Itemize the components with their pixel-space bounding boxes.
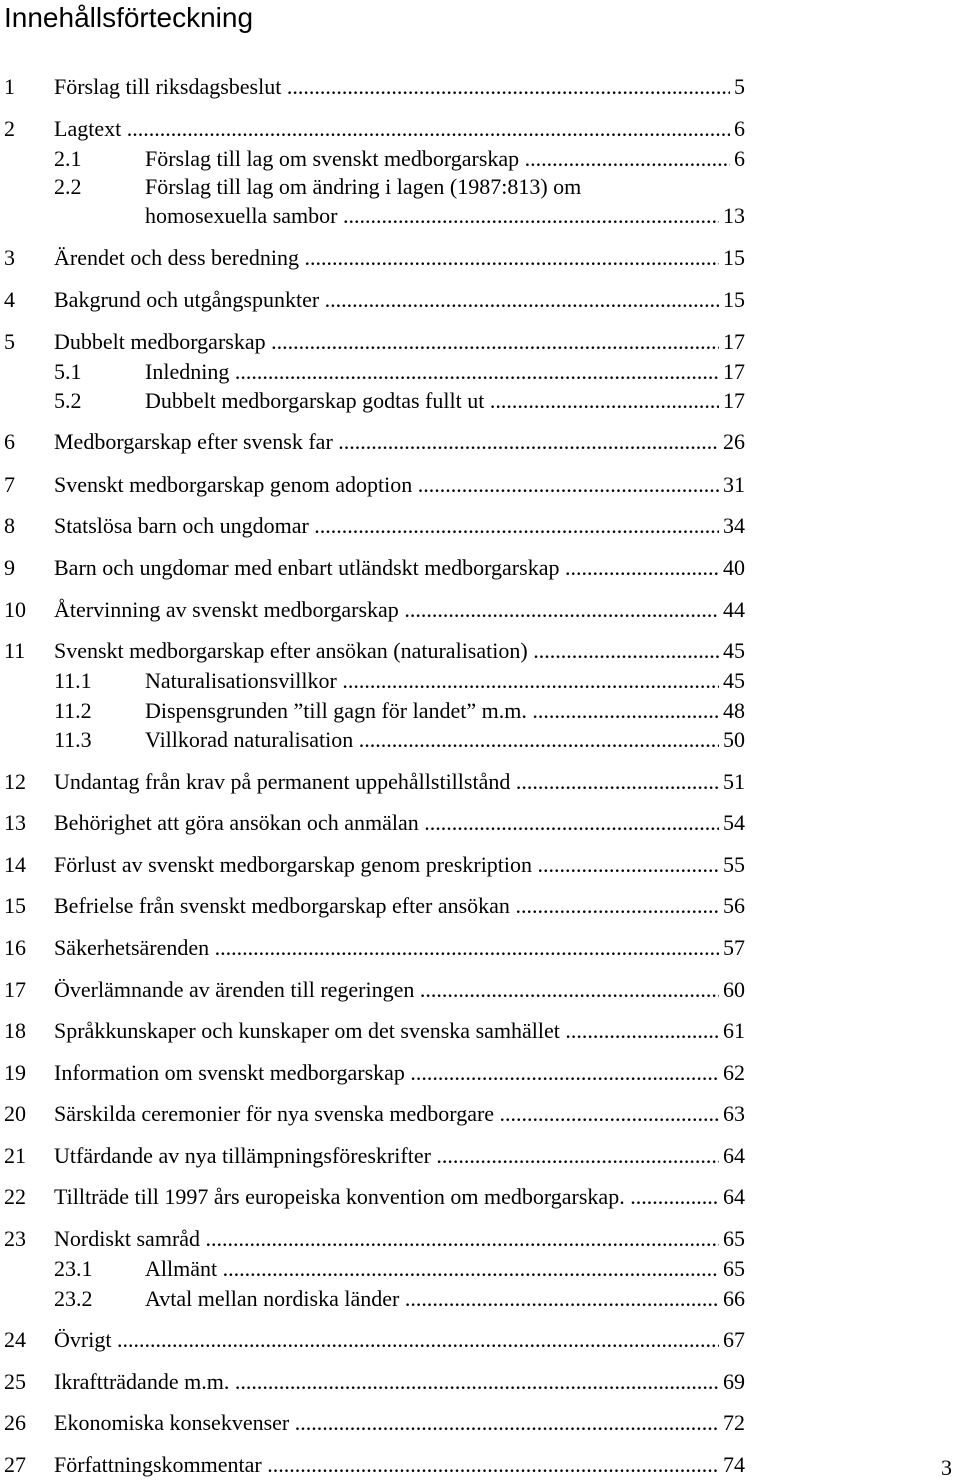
toc-entry-title: [54, 327, 745, 357]
toc-entry[interactable]: [4, 1141, 745, 1171]
toc-entry-page: 51: [719, 767, 745, 797]
toc-entry[interactable]: [4, 1182, 745, 1212]
toc-entry-number: 8: [4, 513, 15, 538]
toc-entry[interactable]: [54, 1284, 745, 1314]
toc-entry[interactable]: [4, 1058, 745, 1088]
toc-entry-page: 13: [719, 201, 745, 231]
toc-entry-number: 1: [4, 74, 15, 99]
toc-entry-page: 72: [719, 1408, 745, 1438]
toc-entry-title: [54, 1224, 745, 1254]
toc-entry-number: 9: [4, 555, 15, 580]
toc-entry-title: [145, 666, 745, 696]
toc-entry-title: [54, 1367, 745, 1397]
toc-entry-page: 26: [719, 427, 745, 457]
toc-entry[interactable]: [4, 285, 745, 315]
toc-entry-page: 45: [719, 666, 745, 696]
toc-entry-page: 65: [719, 1254, 745, 1284]
toc-entry-title-text: Behörighet att göra ansökan och anmälan: [54, 810, 419, 835]
toc-entry[interactable]: [4, 1408, 745, 1438]
toc-entry-title-text: Säkerhetsärenden: [54, 935, 210, 960]
toc-entry-title: [54, 808, 745, 838]
toc-entry-title: [54, 243, 745, 273]
toc-entry-title: [145, 144, 745, 174]
toc-entry-title: Förslag till lag om ändring i lagen (1987:813) om: [145, 174, 582, 199]
toc-entry-title: [54, 850, 745, 880]
toc-entry-title: [54, 114, 745, 144]
toc-entry-number: 11.3: [54, 727, 92, 752]
toc-entry-number: 6: [4, 429, 15, 454]
toc-entry-title-text: Avtal mellan nordiska länder: [145, 1286, 400, 1311]
toc-entry-page: 34: [719, 511, 745, 541]
toc-entry-title-text: Befrielse från svenskt medborgarskap efter ansökan: [54, 893, 510, 918]
toc-entry[interactable]: [4, 1224, 745, 1254]
toc-entry-number: 5: [4, 329, 15, 354]
toc-entry-title-text: Information om svenskt medborgarskap: [54, 1060, 405, 1085]
toc-entry-title-text: Undantag från krav på permanent uppehållstillstånd: [54, 769, 511, 794]
toc-entry-page: 57: [719, 933, 745, 963]
toc-entry-number: 25: [4, 1369, 26, 1394]
toc-entry-page: 55: [719, 850, 745, 880]
toc-entry-page: 63: [719, 1099, 745, 1129]
toc-entry-title: [54, 975, 745, 1005]
toc-entry-number: 13: [4, 810, 26, 835]
toc-entry-page: 64: [719, 1141, 745, 1171]
toc-entry-title: [145, 386, 745, 416]
toc-entry-title: [54, 767, 745, 797]
toc-entry-title-text: Svenskt medborgarskap efter ansökan (naturalisation): [54, 638, 528, 663]
toc-entry-page: 31: [719, 470, 745, 500]
toc-entry[interactable]: [4, 470, 745, 500]
toc-entry-title-text: Villkorad naturalisation: [145, 727, 354, 752]
toc-entry-page: 40: [719, 553, 745, 583]
toc-entry-title: [54, 1325, 745, 1355]
toc-entry-title: [54, 1408, 745, 1438]
toc-entry-number: 15: [4, 893, 26, 918]
toc-entry-title-text: Ekonomiska konsekvenser: [54, 1410, 290, 1435]
toc-entry-number: 11: [4, 638, 26, 663]
toc-entry-number: 21: [4, 1143, 26, 1168]
toc-entry[interactable]: [54, 696, 745, 726]
toc-entry-title: [54, 1016, 745, 1046]
toc-entry-page: 44: [719, 595, 745, 625]
toc-entry-title-text: Ärendet och dess beredning: [54, 245, 299, 270]
toc-entry-title: [54, 636, 745, 666]
toc-entry-page: 69: [719, 1367, 745, 1397]
toc-entry[interactable]: [4, 511, 745, 541]
toc-entry[interactable]: [4, 114, 745, 144]
toc-entry-number: 17: [4, 977, 26, 1002]
toc-entry[interactable]: [4, 636, 745, 666]
toc-entry-title-text: Svenskt medborgarskap genom adoption: [54, 472, 413, 497]
toc-entry-number: 5.2: [54, 388, 82, 413]
toc-entry-page: 17: [719, 386, 745, 416]
toc-entry[interactable]: [4, 1016, 745, 1046]
toc-entry-page: 48: [719, 696, 745, 726]
toc-entry-number: 19: [4, 1060, 26, 1085]
toc-entry-page: 60: [719, 975, 745, 1005]
toc-entry-page: 6: [730, 114, 745, 144]
toc-entry-number: 23: [4, 1226, 26, 1251]
toc-entry-title: [54, 553, 745, 583]
toc-entry-page: 17: [719, 327, 745, 357]
toc-entry[interactable]: [54, 725, 745, 755]
toc-entry[interactable]: [4, 72, 745, 102]
toc-entry-title: [145, 725, 745, 755]
toc-entry-title-text: Tillträde till 1997 års europeiska konvention om medborgarskap.: [54, 1184, 625, 1209]
toc-entry[interactable]: [4, 243, 745, 273]
toc-entry[interactable]: [4, 427, 745, 457]
toc-entry-number: 16: [4, 935, 26, 960]
toc-entry-title-text: Dispensgrunden ”till gagn för landet” m.m.: [145, 698, 527, 723]
toc-entry[interactable]: [54, 666, 745, 696]
toc-entry-title-text: Barn och ungdomar med enbart utländskt medborgarskap: [54, 555, 560, 580]
toc-entry-title-text: Särskilda ceremonier för nya svenska medborgare: [54, 1101, 495, 1126]
toc-entry[interactable]: [4, 767, 745, 797]
toc-entry-title: [54, 1141, 745, 1171]
toc-entry-page: 5: [730, 72, 745, 102]
toc-entry[interactable]: [4, 933, 745, 963]
toc-entry[interactable]: [4, 327, 745, 357]
toc-entry-number: 27: [4, 1452, 26, 1477]
toc-entry-title-text: Författningskommentar: [54, 1452, 262, 1477]
toc-entry[interactable]: [54, 144, 745, 174]
toc-entry-number: 18: [4, 1018, 26, 1043]
toc-entry-title-continuation: [145, 201, 745, 231]
toc-entry-title-text: Förslag till riksdagsbeslut: [54, 74, 282, 99]
toc-entry-title-text: Återvinning av svenskt medborgarskap: [54, 597, 399, 622]
toc-entry-number: 22: [4, 1184, 26, 1209]
toc-entry[interactable]: [4, 1450, 745, 1480]
toc-entry-number: 26: [4, 1410, 26, 1435]
toc-entry-title-text: Inledning: [145, 359, 230, 384]
toc-entry[interactable]: [54, 172, 745, 202]
page-title: Innehållsförteckning: [4, 2, 254, 33]
toc-entry-number: 14: [4, 852, 26, 877]
toc-entry-title-text: Förlust av svenskt medborgarskap genom preskription: [54, 852, 533, 877]
toc-entry-title-text: Lagtext: [54, 116, 122, 141]
toc-entry-number: 3: [4, 245, 15, 270]
toc-entry[interactable]: [4, 553, 745, 583]
toc-entry-page: 67: [719, 1325, 745, 1355]
toc-entry-page: 17: [719, 357, 745, 387]
toc-entry-title-text: Allmänt: [145, 1256, 218, 1281]
toc-entry-title-text: Förslag till lag om svenskt medborgarskap: [145, 146, 520, 171]
toc-entry-title: [145, 1284, 745, 1314]
toc-entry[interactable]: [54, 1254, 745, 1284]
toc-entry-page: 54: [719, 808, 745, 838]
toc-entry-page: 45: [719, 636, 745, 666]
toc-entry-page: 50: [719, 725, 745, 755]
toc-entry-number: 24: [4, 1327, 26, 1352]
toc-entry-number: 2: [4, 116, 15, 141]
toc-entry[interactable]: [54, 357, 745, 387]
toc-entry-title: [54, 1450, 745, 1480]
toc-entry-title: [145, 1254, 745, 1284]
toc-entry-page: 65: [719, 1224, 745, 1254]
toc-entry-number: 4: [4, 287, 15, 312]
toc-entry-number: 11.2: [54, 698, 92, 723]
toc-entry-page: 62: [719, 1058, 745, 1088]
toc-entry-title: [54, 595, 745, 625]
toc-entry[interactable]: [4, 808, 745, 838]
toc-entry[interactable]: [54, 386, 745, 416]
toc-entry[interactable]: [4, 1325, 745, 1355]
page-number: 3: [941, 1455, 952, 1480]
toc-entry-number: 11.1: [54, 668, 92, 693]
toc-entry-page: 66: [719, 1284, 745, 1314]
toc-entry-number: 12: [4, 769, 26, 794]
toc-entry-title-text: Språkkunskaper och kunskaper om det svenska samhället: [54, 1018, 560, 1043]
toc-entry-title-text: Överlämnande av ärenden till regeringen: [54, 977, 415, 1002]
toc-entry-page: 61: [719, 1016, 745, 1046]
toc-entry-title-text: Naturalisationsvillkor: [145, 668, 337, 693]
toc-entry-title-text: Övrigt: [54, 1327, 112, 1352]
toc-entry-page: 15: [719, 285, 745, 315]
toc-entry-title-text: Dubbelt medborgarskap godtas fullt ut: [145, 388, 485, 413]
toc-entry-number: 23.1: [54, 1256, 93, 1281]
toc-entry-page: 6: [730, 144, 745, 174]
toc-entry-title: [54, 1099, 745, 1129]
toc-entry-number: 23.2: [54, 1286, 93, 1311]
toc-entry-page: 15: [719, 243, 745, 273]
toc-entry-title-text: Dubbelt medborgarskap: [54, 329, 266, 354]
toc-entry-number: 2.2: [54, 174, 82, 199]
toc-entry-continuation[interactable]: [145, 201, 745, 231]
toc-entry-title: [54, 933, 745, 963]
toc-entry[interactable]: [4, 891, 745, 921]
toc-entry-title-text: homosexuella sambor: [145, 203, 338, 228]
toc-entry[interactable]: [4, 850, 745, 880]
toc-entry-title-text: Ikraftträdande m.m.: [54, 1369, 230, 1394]
toc-entry-title: [54, 891, 745, 921]
toc-entry-title: [145, 696, 745, 726]
toc-entry-title-text: Statslösa barn och ungdomar: [54, 513, 309, 538]
toc-entry-title: [54, 72, 745, 102]
toc-entry-title-text: Medborgarskap efter svensk far: [54, 429, 333, 454]
toc-entry-number: 2.1: [54, 146, 82, 171]
toc-entry-title-text: Nordiskt samråd: [54, 1226, 201, 1251]
toc-entry[interactable]: [4, 595, 745, 625]
toc-entry-title: [54, 1182, 745, 1212]
toc-entry-number: 7: [4, 472, 15, 497]
toc-entry-title: [54, 470, 745, 500]
toc-entry[interactable]: [4, 1099, 745, 1129]
toc-entry-number: 20: [4, 1101, 26, 1126]
toc-entry-title: [54, 427, 745, 457]
toc-entry[interactable]: [4, 975, 745, 1005]
toc-entry-page: 64: [719, 1182, 745, 1212]
toc-entry-title: [54, 511, 745, 541]
toc-entry-title: [54, 285, 745, 315]
toc-entry-title: [54, 1058, 745, 1088]
toc-entry-number: 5.1: [54, 359, 82, 384]
toc-entry-page: 56: [719, 891, 745, 921]
toc-entry[interactable]: [4, 1367, 745, 1397]
toc-entry-title-text: Bakgrund och utgångspunkter: [54, 287, 320, 312]
toc-entry-title-text: Utfärdande av nya tillämpningsföreskrifter: [54, 1143, 431, 1168]
toc-entry-number: 10: [4, 597, 26, 622]
toc-entry-page: 74: [719, 1450, 745, 1480]
toc-entry-title: [145, 357, 745, 387]
